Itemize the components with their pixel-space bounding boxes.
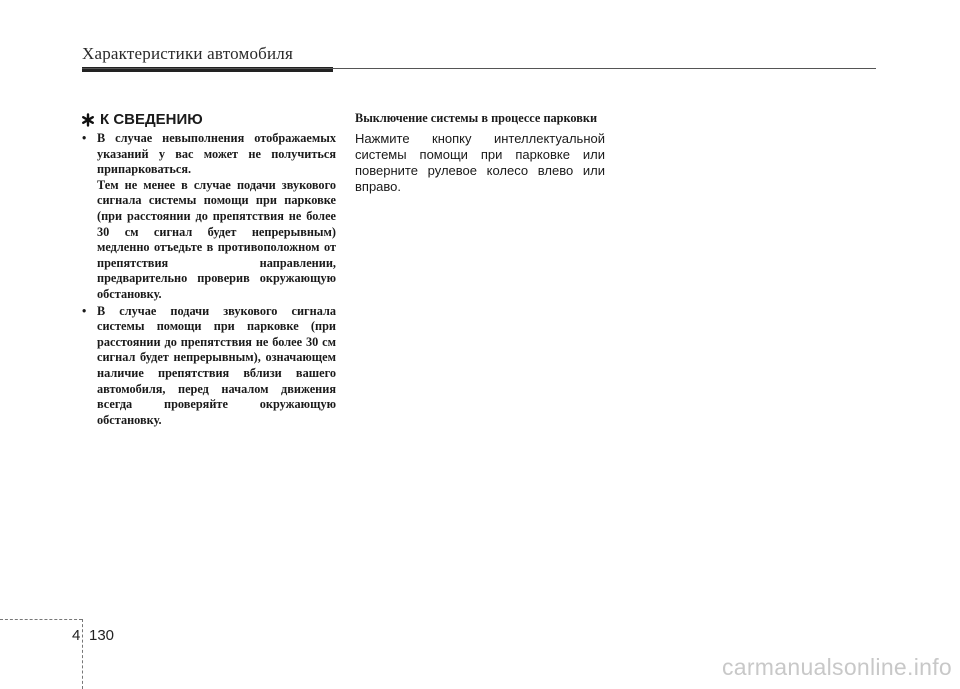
section-body: Нажмите кнопку интеллектуальной системы помощи при парковке или поверните рулевое колесо влево или вправо.	[355, 130, 605, 195]
bullet-marker: •	[82, 131, 87, 145]
list-item-text: В случае подачи звукового сигнала системы помощи при парковке (при расстоянии до препятствия не более 30 см сигнал будет непрерывным), означающем наличие препятствия вблизи вашего автомобиля, перед началом движения всегда проверяйте окружающую обстановку.	[97, 303, 336, 427]
notice-list	[80, 131, 336, 428]
notice-heading	[81, 111, 336, 128]
page-header-title: Характеристики автомобиля	[82, 44, 293, 63]
notice-heading-text: К СВЕДЕНИЮ	[100, 111, 203, 128]
list-item	[80, 131, 336, 303]
section-column	[355, 111, 605, 195]
watermark: carmanualsonline.info	[721, 654, 952, 680]
header-rule	[82, 68, 876, 69]
page-number: 130	[89, 627, 115, 644]
notice-column	[80, 111, 336, 429]
footer-divider-horizontal	[0, 619, 82, 620]
bullet-marker: •	[82, 303, 87, 318]
list-item-text: Тем не менее в случае подачи звукового сигнала системы помощи при парковке (при расстоянии до препятствия не более 30 см сигнал будет непрерывным) медленно отъедьте в противоположном от препятствия направлении, предварительно проверив окружающую обстановку.	[97, 177, 336, 301]
list-item-text: В случае невыполнения отображаемых указаний у вас может не получиться припарковаться.	[97, 131, 336, 177]
section-heading: Выключение системы в процессе парковки	[355, 111, 598, 125]
chapter-number: 4	[72, 627, 81, 644]
footer-divider-vertical	[82, 619, 83, 689]
asterisk-icon	[81, 113, 95, 127]
list-item	[80, 304, 336, 429]
